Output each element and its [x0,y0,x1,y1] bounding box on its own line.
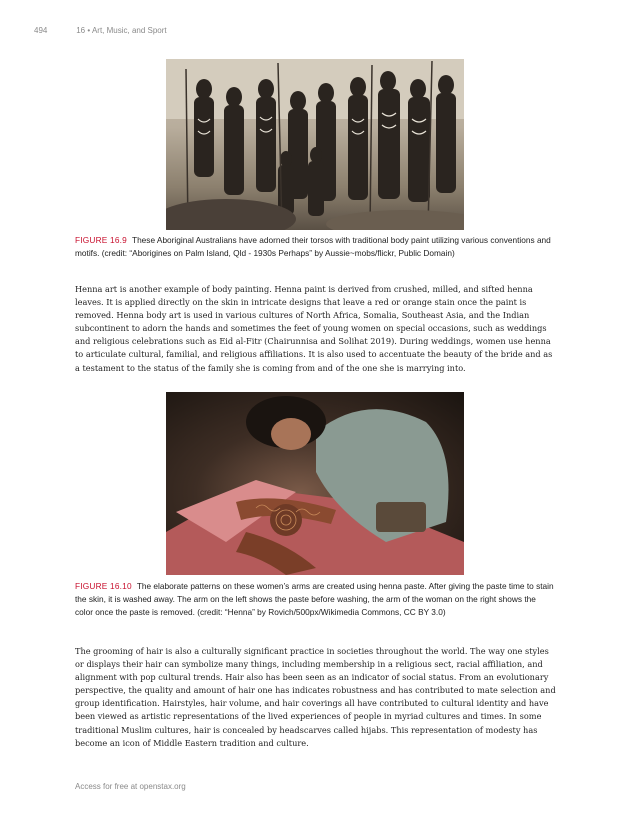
figure-label: FIGURE 16.10 [75,581,132,591]
figure-16-9-caption [75,234,555,260]
running-header [34,26,167,35]
page-number: 494 [34,26,48,35]
figure-caption-text: These Aboriginal Australians have adorned their torsos with traditional body paint utilizing various conventions and motifs. (credit: “Aborigines on Palm Island, Qld - 1930s Perhaps” by Aussie~mobs/flickr, Public Domain) [75,235,551,258]
aboriginal-photo-illustration [166,59,464,230]
figure-16-10-caption [75,580,555,619]
figure-label: FIGURE 16.9 [75,235,127,245]
aboriginal-australians-photo [166,59,464,230]
body-paragraph-henna: Henna art is another example of body painting. Henna paint is derived from crushed, milled, and sifted henna leaves. It is applied directly on the skin in intricate designs that leave a red or orange stain once the paint is removed. Henna body art is used in various cultures of North Africa, Somalia, Southeast Asia, and the Indian subcontinent to adorn the hands and sometimes the feet of young women on special occasions, such as weddings and religious celebrations such as Eid al-Fitr (Chairunnisa and Solihat 2019). During weddings, women use henna to articulate cultural, familial, and religious affiliations. It is also used to accentuate the beauty of the bride and as a testament to the status of the family she is coming from and of the one she is marrying into. [75,284,553,373]
footer-access-link[interactable]: Access for free at openstax.org [75,782,186,791]
chapter-title: 16 • Art, Music, and Sport [76,26,167,35]
henna-application-photo [166,392,464,575]
figure-caption-text: The elaborate patterns on these women’s arms are created using henna paste. After giving the paste time to stain the skin, it is washed away. The arm on the left shows the paste before washing, the arm of the woman on the right shows the color once the paste is removed. (credit: “Henna” by Rovich/500px/Wikimedia Commons, CC BY 3.0) [75,581,554,617]
body-paragraph-hair: The grooming of hair is also a culturally significant practice in societies throughout the world. The way one styles or displays their hair can symbolize many things, including membership in a religious sect, racial affiliation, and alignment with pop cultural trends. Hair also has been seen as an indicator of social status. From an evolutionary perspective, the quality and amount of hair one has indicates robustness and has contributed to mate selection and group identification. Hairstyles, hair volume, and hair coverings all have contributed to cultural identity and have been viewed as artistic representations of the lived experiences of people in myriad cultures and times. In some traditional Muslim cultures, hair is concealed by headscarves called hijabs. This representation of modesty has become an icon of Middle Eastern tradition and culture. [75,646,556,748]
henna-photo-illustration [166,392,464,575]
